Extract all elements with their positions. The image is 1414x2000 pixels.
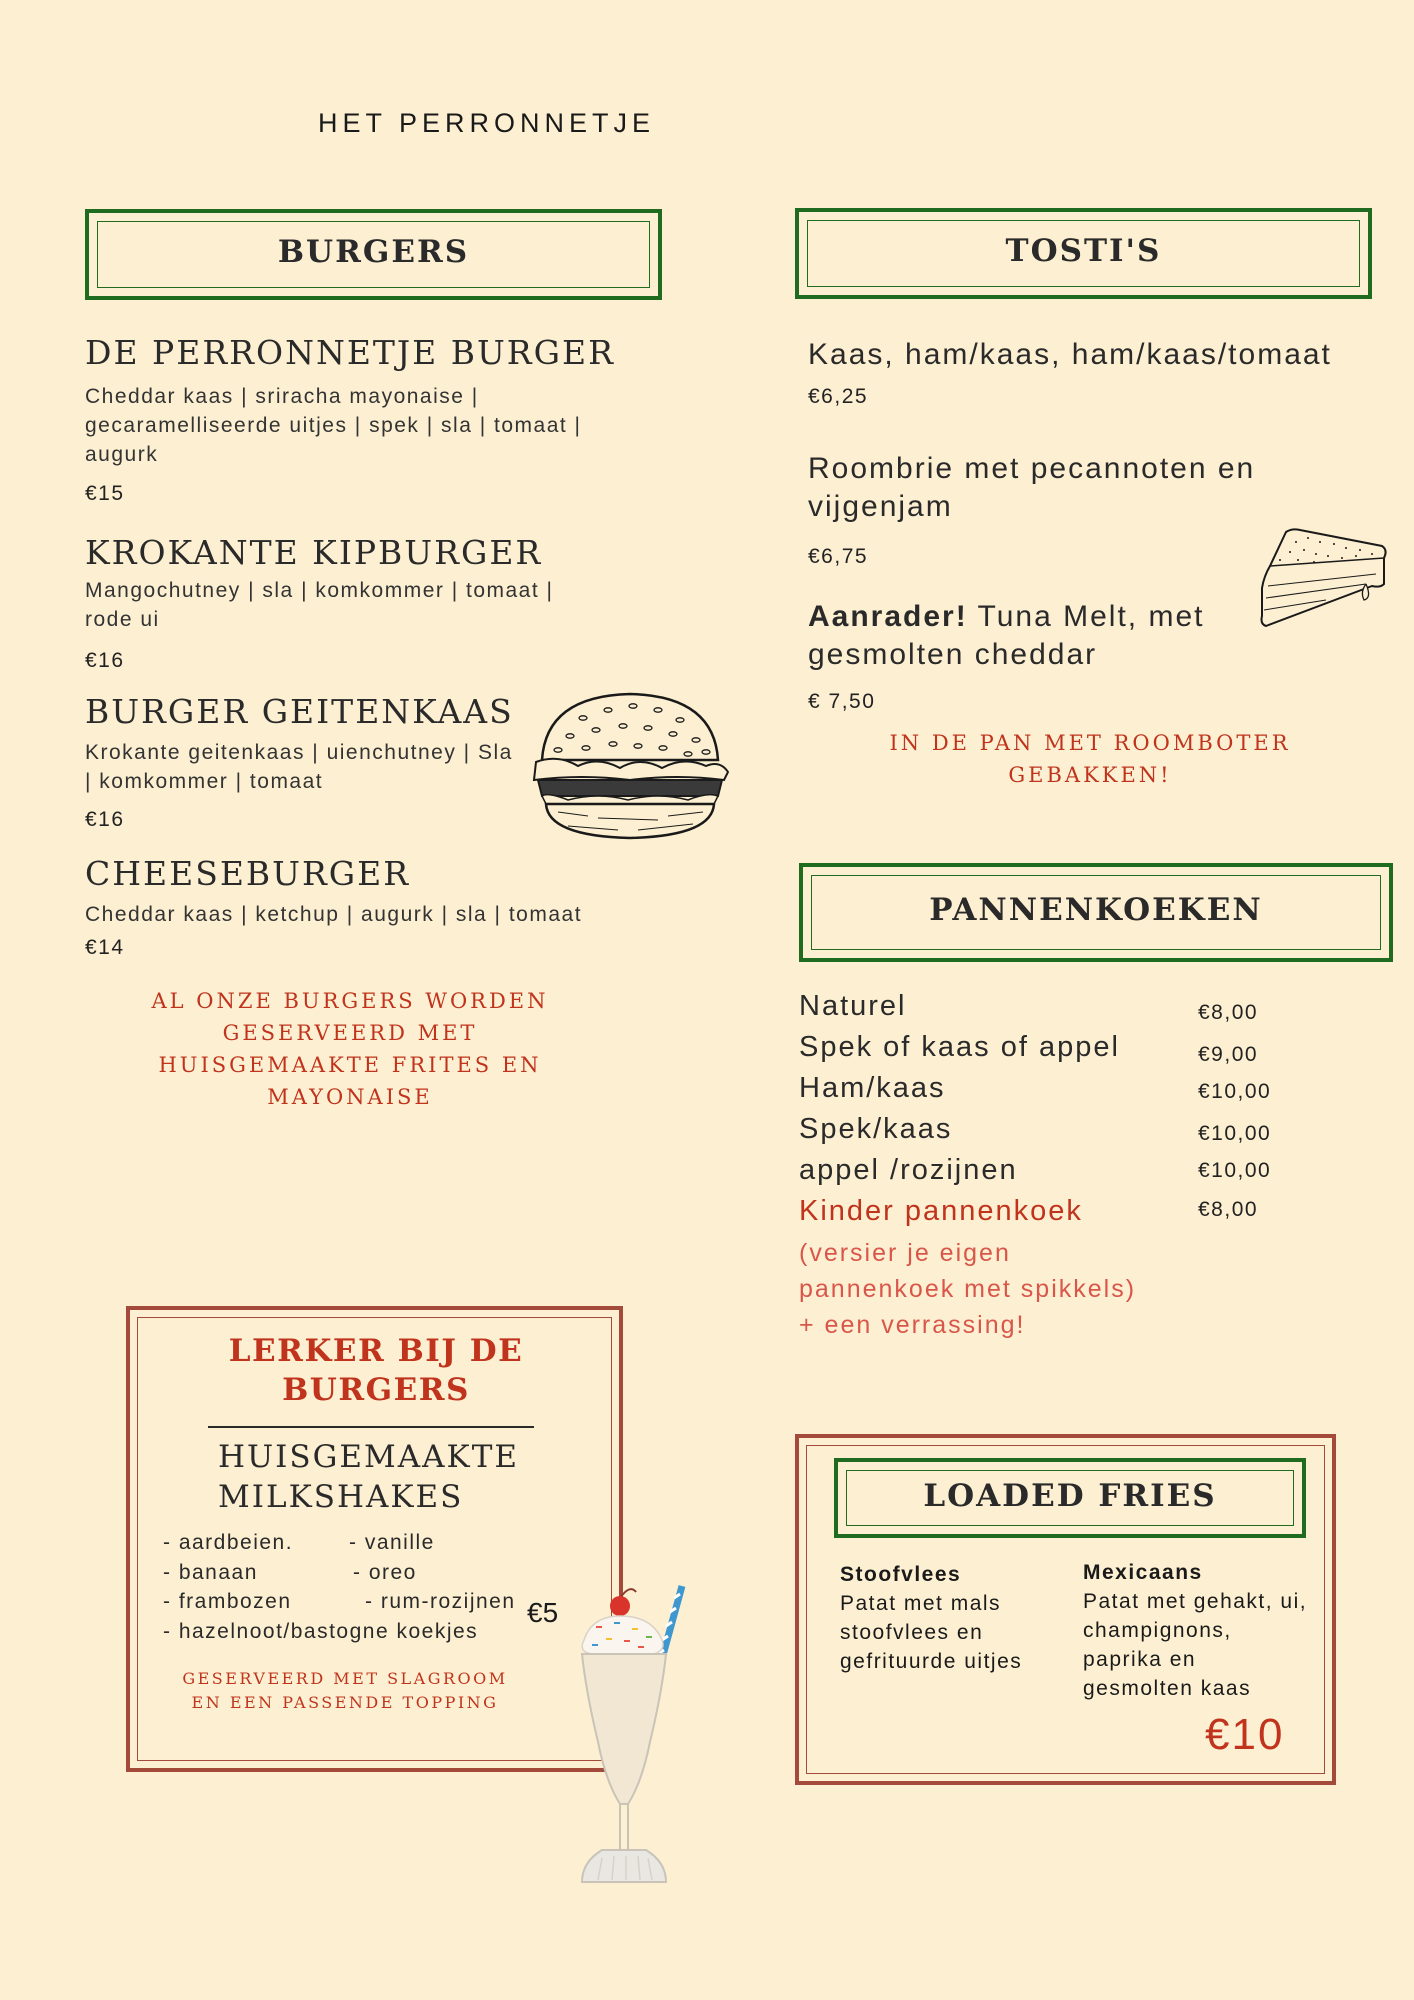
tosti-title: Roombrie met pecannoten en vijgenjam <box>808 452 1256 523</box>
flavor-item: - vanille <box>349 1531 435 1554</box>
fries-option-description: Patat met gehakt, ui, champignons, paprika en gesmolten kaas <box>1083 1590 1308 1700</box>
pannenkoek-price: €10,00 <box>1198 1080 1272 1103</box>
burger-price: €16 <box>85 808 125 831</box>
burgers-heading-box <box>85 209 662 300</box>
tosti-price: €6,25 <box>808 385 869 408</box>
fries-option-name: Mexicaans <box>1083 1561 1203 1584</box>
tosti-illustration <box>1256 526 1390 632</box>
burger-price: €15 <box>85 482 125 505</box>
pannenkoek-name: appel /rozijnen <box>799 1154 1018 1186</box>
burger-illustration <box>528 688 732 844</box>
burger-title: BURGER GEITENKAAS <box>85 692 514 731</box>
burgers-heading: BURGERS <box>277 234 470 270</box>
milkshakes-divider <box>208 1426 534 1428</box>
tostis-heading: TOSTI'S <box>1005 233 1162 269</box>
flavor-item: - aardbeien. <box>163 1531 294 1554</box>
flavors-right <box>349 1528 516 1617</box>
tostis-heading-box <box>795 208 1372 299</box>
milkshake-price: €5 <box>527 1597 559 1628</box>
fries-option <box>840 1563 1060 1676</box>
tosti-name: Tuna Melt, met gesmolten cheddar <box>808 600 1205 671</box>
pannenkoek-price: €8,00 <box>1198 1001 1259 1024</box>
burger-title: CHEESEBURGER <box>85 854 411 893</box>
burger-title: KROKANTE KIPBURGER <box>85 533 543 572</box>
milkshakes-note: GESERVEERD MET SLAGROOM EN EEN PASSENDE TOPPING <box>182 1669 508 1712</box>
burger-title: DE PERRONNETJE BURGER <box>85 333 615 372</box>
milkshakes-subheading: HUISGEMAAKTE MILKSHAKES <box>218 1439 520 1515</box>
pannenkoek-name: Spek of kaas of appel <box>799 1031 1120 1063</box>
pannenkoek-name: Ham/kaas <box>799 1072 946 1104</box>
loaded-fries-price: €10 <box>1205 1710 1285 1759</box>
tosti-title: Kaas, ham/kaas, ham/kaas/tomaat <box>808 338 1332 371</box>
burgers-note: AL ONZE BURGERS WORDEN GESERVEERD MET HUISGEMAAKTE FRITES EN MAYONAISE <box>151 989 549 1109</box>
flavor-item: - hazelnoot/bastogne koekjes <box>163 1619 479 1643</box>
loaded-fries-heading-box <box>834 1458 1306 1538</box>
pannenkoek-price: €8,00 <box>1198 1198 1259 1221</box>
milkshakes-heading: LERKER BIJ DE BURGERS <box>228 1333 524 1408</box>
pannenkoek-name: Naturel <box>799 990 907 1022</box>
burger-description: Cheddar kaas | sriracha mayonaise | gecaramelliseerde uitjes | spek | sla | tomaat | augurk <box>85 385 582 466</box>
pannenkoek-price: €10,00 <box>1198 1159 1272 1182</box>
pannenkoek-name: Kinder pannenkoek <box>799 1195 1083 1227</box>
tostis-note: IN DE PAN MET ROOMBOTER GEBAKKEN! <box>889 731 1291 787</box>
pannenkoek-price: €9,00 <box>1198 1043 1259 1066</box>
restaurant-name: HET PERRONNETJE <box>318 108 656 138</box>
milkshake-illustration <box>562 1582 692 1902</box>
pannenkoeken-heading-box <box>799 863 1393 962</box>
fries-option <box>1083 1561 1308 1703</box>
flavor-item: - rum-rozijnen <box>365 1590 516 1613</box>
loaded-fries-heading: LOADED FRIES <box>923 1478 1217 1514</box>
burger-price: €14 <box>85 936 125 959</box>
pannenkoek-name: Spek/kaas <box>799 1113 953 1145</box>
burger-description: Mangochutney | sla | komkommer | tomaat | rode ui <box>85 579 554 631</box>
tosti-title <box>808 598 1278 674</box>
burger-price: €16 <box>85 649 125 672</box>
burger-description: Cheddar kaas | ketchup | augurk | sla | tomaat <box>85 903 583 926</box>
pannenkoeken-heading: PANNENKOEKEN <box>929 892 1263 928</box>
tosti-price: € 7,50 <box>808 690 876 713</box>
kinder-note: (versier je eigen pannenkoek met spikkels) + een verrassing! <box>799 1239 1137 1339</box>
pannenkoek-price: €10,00 <box>1198 1122 1272 1145</box>
flavor-item: - banaan <box>163 1560 258 1584</box>
tosti-price: €6,75 <box>808 545 869 568</box>
fries-option-name: Stoofvlees <box>840 1563 962 1586</box>
flavor-item: - frambozen <box>163 1590 292 1613</box>
fries-option-description: Patat met mals stoofvlees en gefrituurde uitjes <box>840 1592 1023 1673</box>
flavor-item: - oreo <box>353 1560 417 1584</box>
tosti-highlight: Aanrader! <box>808 600 968 633</box>
burger-description: Krokante geitenkaas | uienchutney | Sla | komkommer | tomaat <box>85 741 513 793</box>
